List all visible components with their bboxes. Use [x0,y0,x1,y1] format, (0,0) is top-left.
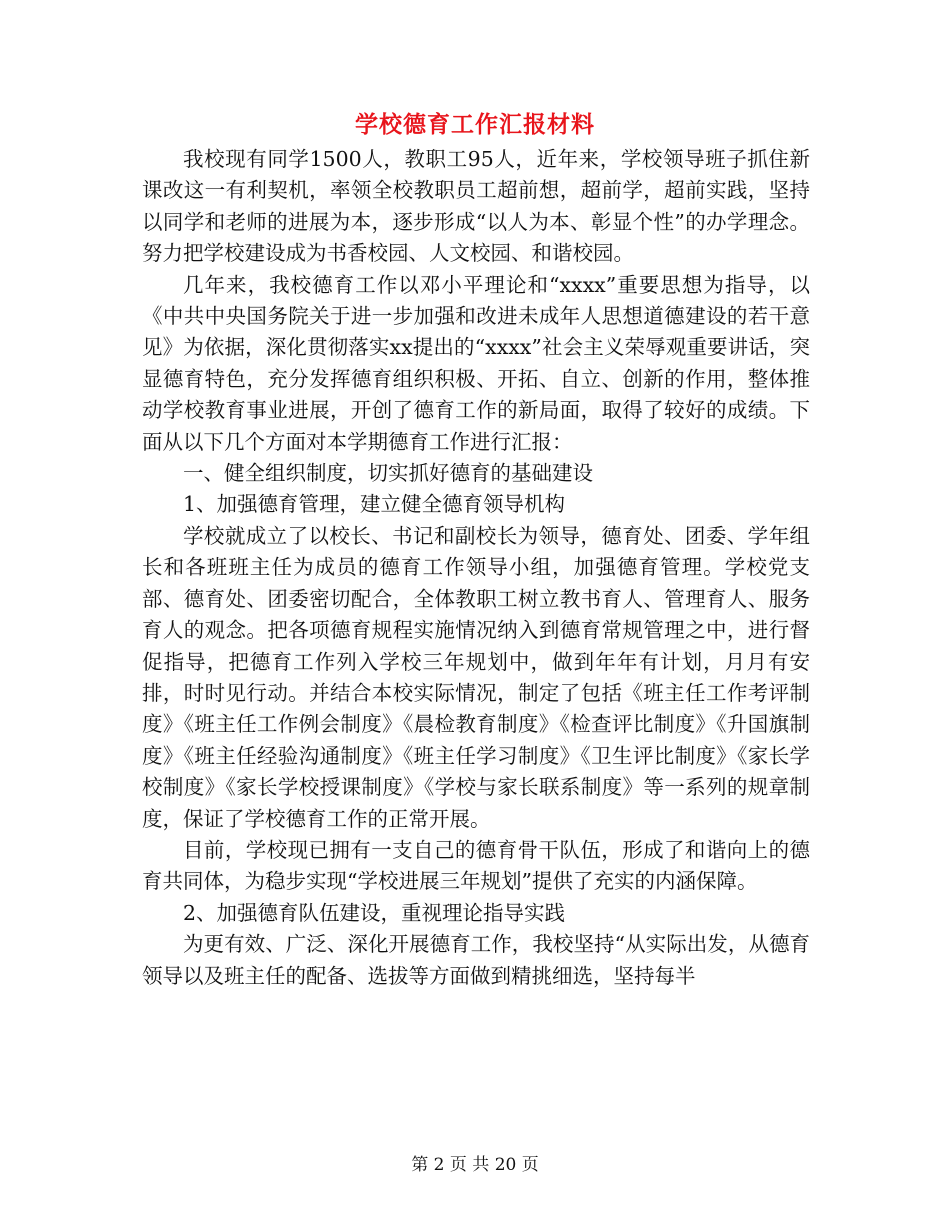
page-title: 学校德育工作汇报材料 [355,111,595,138]
paragraph-team: 目前，学校现已拥有一支自己的德育骨干队伍，形成了和谐向上的德育共同体，为稳步实现“学校进展三年规划”提供了充实的内涵保障。 [142,837,810,894]
subsection-heading-2: 2、加强德育队伍建设，重视理论指导实践 [183,900,566,925]
subsection-heading-1: 1、加强德育管理，建立健全德育领导机构 [183,492,566,517]
paragraph-intro: 我校现有同学1500人，教职工95人，近年来，学校领导班子抓住新课改这一有利契机，率领全校教职员工超前想，超前学，超前实践，坚持以同学和老师的进展为本，逐步形成“以人为本、彰显个性”的办学理念。努力把学校建设成为书香校园、人文校园、和谐校园。 [142,147,810,266]
paragraph-management: 学校就成立了以校长、书记和副校长为领导，德育处、团委、学年组长和各班班主任为成员的德育工作领导小组，加强德育管理。学校党支部、德育处、团委密切配合，全体教职工树立教书育人、管理育人、服务育人的观念。把各项德育规程实施情况纳入到德育常规管理之中，进行督促指导，把德育工作列入学校三年规划中，做到年年有计划，月月有安排，时时见行动。并结合本校实际情况，制定了包括《班主任工作考评制度》《班主任工作例会制度》《晨检教育制度》《检查评比制度》《升国旗制度》《班主任经验沟通制度》《班主任学习制度》《卫生评比制度》《家长学校制度》《家长学校授课制度》《学校与家长联系制度》等一系列的规章制度，保证了学校德育工作的正常开展。 [142,523,810,831]
page-number-footer: 第 2 页 共 20 页 [411,1155,539,1175]
document-body [142,144,810,992]
paragraph-team-building: 为更有效、广泛、深化开展德育工作，我校坚持“从实际出发，从德育领导以及班主任的配备、选拔等方面做到精挑细选，坚持每半 [142,932,810,988]
paragraph-guiding-thought: 几年来，我校德育工作以邓小平理论和“xxxx”重要思想为指导，以《中共中央国务院关于进一步加强和改进未成年人思想道德建设的若干意见》为依据，深化贯彻落实xx提出的“xxxx”社会主义荣辱观重要讲话，突显德育特色，充分发挥德育组织积极、开拓、自立、创新的作用，整体推动学校教育事业进展，开创了德育工作的新局面，取得了较好的成绩。下面从以下几个方面对本学期德育工作进行汇报： [142,272,810,454]
section-heading-1: 一、健全组织制度，切实抓好德育的基础建设 [183,461,593,486]
